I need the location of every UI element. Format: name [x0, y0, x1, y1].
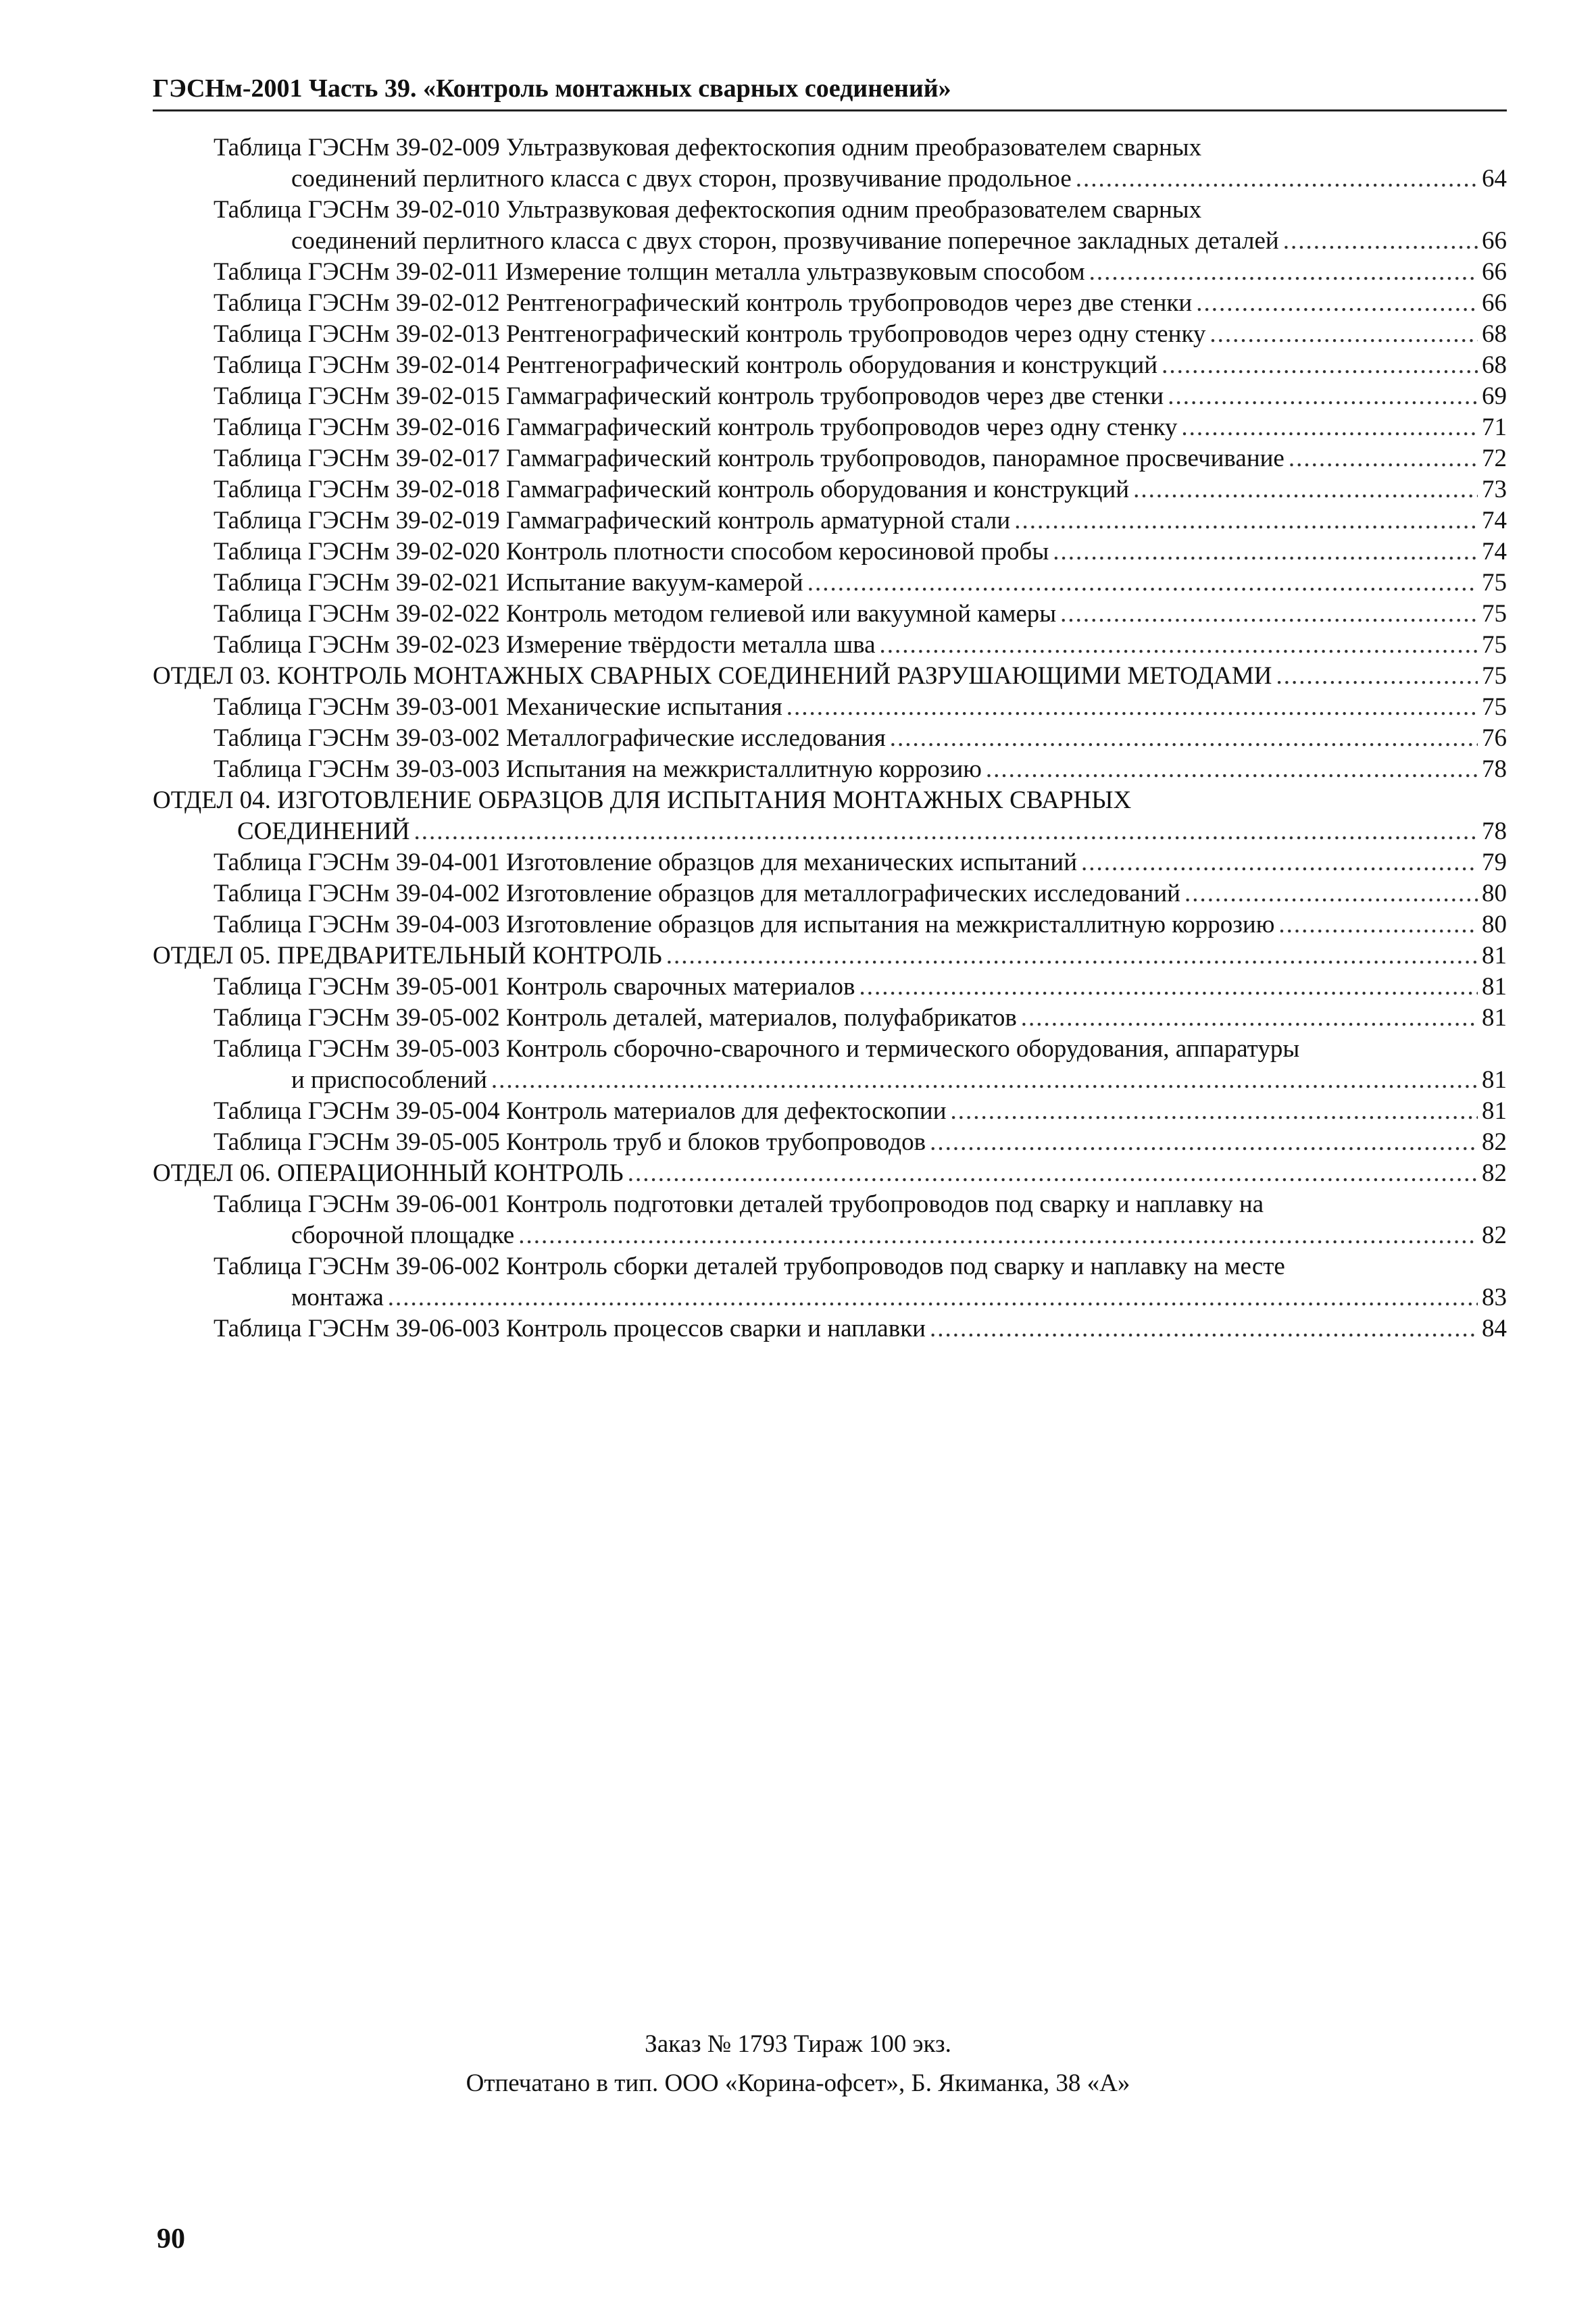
toc-entry-title: Таблица ГЭСНм 39-03-003 Испытания на межкристаллитную коррозию [214, 755, 982, 783]
running-header: ГЭСНм-2001 Часть 39. «Контроль монтажных сварных соединений» [153, 74, 951, 103]
toc-entry-title: Таблица ГЭСНм 39-05-004 Контроль материалов для дефектоскопии [214, 1097, 947, 1125]
toc-table-entry [153, 195, 1507, 257]
toc-entry-title-line: ОТДЕЛ 04. ИЗГОТОВЛЕНИЕ ОБРАЗЦОВ ДЛЯ ИСПЫТАНИЯ МОНТАЖНЫХ СВАРНЫХ [153, 786, 1132, 814]
toc-page-number: 84 [1482, 1315, 1507, 1342]
toc-entry-title-line: Таблица ГЭСНм 39-06-001 Контроль подготовки деталей трубопроводов под сварку и наплавку на [214, 1190, 1264, 1218]
toc-entry-title: Таблица ГЭСНм 39-03-001 Механические испытания [214, 693, 782, 721]
toc-entry-title-line: Таблица ГЭСНм 39-02-010 Ультразвуковая дефектоскопия одним преобразователем сварных [214, 196, 1202, 224]
dot-leader [1283, 226, 1478, 257]
toc-table-entry [153, 1251, 1507, 1313]
toc-entry-title: Таблица ГЭСНм 39-04-002 Изготовление образцов для металлографических исследований [214, 880, 1180, 907]
dot-leader [1278, 909, 1478, 940]
dot-leader [1133, 474, 1478, 505]
dot-leader [1276, 661, 1478, 692]
toc-page-number: 75 [1482, 631, 1507, 659]
toc-table-entry [153, 1096, 1507, 1127]
toc-entry-title: Таблица ГЭСНм 39-02-016 Гаммаграфический контроль трубопроводов через одну стенку [214, 413, 1178, 441]
toc-page-number: 81 [1482, 1004, 1507, 1032]
dot-leader [930, 1313, 1478, 1344]
toc-page-number: 83 [1482, 1284, 1507, 1311]
dot-leader [859, 972, 1478, 1003]
dot-leader [518, 1220, 1478, 1251]
toc-section-entry [153, 1158, 1507, 1189]
dot-leader [1021, 1003, 1478, 1034]
toc-page-number: 74 [1482, 538, 1507, 565]
toc-entry-title: ОТДЕЛ 06. ОПЕРАЦИОННЫЙ КОНТРОЛЬ [153, 1159, 624, 1187]
toc-table-entry [153, 878, 1507, 909]
toc-page-number: 75 [1482, 693, 1507, 721]
dot-leader [1168, 381, 1478, 412]
toc-table-entry [153, 288, 1507, 319]
dot-leader [1162, 350, 1478, 381]
toc-entry-title: Таблица ГЭСНм 39-02-011 Измерение толщин металла ультразвуковым способом [214, 258, 1085, 286]
toc-page-number: 75 [1482, 662, 1507, 690]
toc-entry-title: Таблица ГЭСНм 39-02-014 Рентгенографический контроль оборудования и конструкций [214, 351, 1158, 379]
toc-page-number: 78 [1482, 755, 1507, 783]
toc-table-entry [153, 972, 1507, 1003]
dot-leader [1184, 878, 1478, 909]
toc-page-number: 82 [1482, 1222, 1507, 1249]
toc-entry-title: Таблица ГЭСНм 39-02-018 Гаммаграфический контроль оборудования и конструкций [214, 476, 1130, 503]
toc-page-number: 82 [1482, 1128, 1507, 1156]
toc-table-entry [153, 443, 1507, 474]
toc-table-entry [153, 1127, 1507, 1158]
toc-table-entry [153, 257, 1507, 288]
toc-entry-title: сборочной площадке [291, 1222, 515, 1249]
toc-table-entry [153, 630, 1507, 661]
toc-entry-title: Таблица ГЭСНм 39-04-003 Изготовление образцов для испытания на межкристаллитную коррозию [214, 911, 1275, 938]
toc-page-number: 81 [1482, 1097, 1507, 1125]
toc-entry-title: соединений перлитного класса с двух сторон, прозвучивание продольное [291, 165, 1072, 193]
page-number: 90 [157, 2223, 185, 2255]
dot-leader [930, 1127, 1478, 1158]
dot-leader [388, 1282, 1478, 1313]
toc-page-number: 78 [1482, 818, 1507, 845]
toc-page-number: 71 [1482, 413, 1507, 441]
printer-line: Отпечатано в тип. ООО «Корина-офсет», Б. Якиманка, 38 «А» [466, 2069, 1130, 2097]
toc-page-number: 64 [1482, 165, 1507, 193]
toc-entry-title: Таблица ГЭСНм 39-05-001 Контроль сварочных материалов [214, 973, 855, 1001]
toc-table-entry [153, 474, 1507, 505]
dot-leader [1089, 257, 1478, 288]
toc-entry-title: и приспособлений [291, 1066, 487, 1094]
toc-table-entry [153, 909, 1507, 940]
toc-page-number: 80 [1482, 911, 1507, 938]
dot-leader [890, 723, 1478, 754]
toc-table-entry [153, 847, 1507, 878]
toc-section-entry [153, 661, 1507, 692]
dot-leader [787, 692, 1478, 723]
dot-leader [491, 1065, 1478, 1096]
toc-page-number: 66 [1482, 289, 1507, 317]
toc-table-entry [153, 319, 1507, 350]
toc-entry-title: Таблица ГЭСНм 39-02-021 Испытание вакуум-камерой [214, 569, 803, 597]
toc-table-entry [153, 1189, 1507, 1251]
toc-page-number: 80 [1482, 880, 1507, 907]
toc-table-entry [153, 381, 1507, 412]
dot-leader [1060, 599, 1478, 630]
toc-page-number: 73 [1482, 476, 1507, 503]
dot-leader [1014, 505, 1478, 536]
dot-leader [1181, 412, 1478, 443]
header-rule [153, 109, 1507, 111]
toc-entry-title: ОТДЕЛ 05. ПРЕДВАРИТЕЛЬНЫЙ КОНТРОЛЬ [153, 942, 662, 970]
toc-entry-title: Таблица ГЭСНм 39-02-017 Гаммаграфический контроль трубопроводов, панорамное просвечивание [214, 445, 1285, 472]
table-of-contents [153, 132, 1507, 1344]
dot-leader [414, 816, 1478, 847]
print-order-line: Заказ № 1793 Тираж 100 экз. [645, 2030, 951, 2058]
toc-page-number: 72 [1482, 445, 1507, 472]
dot-leader [628, 1158, 1478, 1189]
toc-table-entry [153, 692, 1507, 723]
dot-leader [1076, 164, 1478, 195]
toc-page-number: 68 [1482, 351, 1507, 379]
toc-table-entry [153, 536, 1507, 568]
toc-table-entry [153, 568, 1507, 599]
dot-leader [666, 940, 1478, 972]
toc-entry-title: Таблица ГЭСНм 39-06-003 Контроль процессов сварки и наплавки [214, 1315, 926, 1342]
toc-page-number: 75 [1482, 569, 1507, 597]
toc-entry-title: Таблица ГЭСНм 39-02-012 Рентгенографический контроль трубопроводов через две стенки [214, 289, 1193, 317]
dot-leader [1289, 443, 1478, 474]
toc-table-entry [153, 1313, 1507, 1344]
toc-page-number: 66 [1482, 227, 1507, 255]
toc-page-number: 68 [1482, 320, 1507, 348]
toc-page-number: 74 [1482, 507, 1507, 534]
dot-leader [880, 630, 1478, 661]
toc-entry-title: Таблица ГЭСНм 39-02-019 Гаммаграфический контроль арматурной стали [214, 507, 1011, 534]
toc-table-entry [153, 505, 1507, 536]
toc-page-number: 76 [1482, 724, 1507, 752]
toc-section-entry [153, 785, 1507, 847]
toc-entry-title: Таблица ГЭСНм 39-04-001 Изготовление образцов для механических испытаний [214, 849, 1077, 876]
toc-entry-title: ОТДЕЛ 03. КОНТРОЛЬ МОНТАЖНЫХ СВАРНЫХ СОЕДИНЕНИЙ РАЗРУШАЮЩИМИ МЕТОДАМИ [153, 662, 1272, 690]
toc-entry-title-line: Таблица ГЭСНм 39-06-002 Контроль сборки деталей трубопроводов под сварку и наплавку на месте [214, 1253, 1285, 1280]
toc-entry-title: соединений перлитного класса с двух сторон, прозвучивание поперечное закладных деталей [291, 227, 1279, 255]
toc-entry-title: Таблица ГЭСНм 39-02-015 Гаммаграфический контроль трубопроводов через две стенки [214, 382, 1164, 410]
toc-entry-title: Таблица ГЭСНм 39-03-002 Металлографические исследования [214, 724, 886, 752]
toc-entry-title: Таблица ГЭСНм 39-02-023 Измерение твёрдости металла шва [214, 631, 876, 659]
toc-page-number: 82 [1482, 1159, 1507, 1187]
toc-page-number: 81 [1482, 942, 1507, 970]
dot-leader [986, 754, 1478, 785]
dot-leader [1210, 319, 1478, 350]
toc-page-number: 79 [1482, 849, 1507, 876]
toc-table-entry [153, 754, 1507, 785]
dot-leader [807, 568, 1478, 599]
toc-table-entry [153, 412, 1507, 443]
toc-entry-title-line: Таблица ГЭСНм 39-05-003 Контроль сборочно-сварочного и термического оборудования, аппаратуры [214, 1035, 1300, 1063]
toc-table-entry [153, 1034, 1507, 1096]
toc-entry-title: Таблица ГЭСНм 39-05-002 Контроль деталей, материалов, полуфабрикатов [214, 1004, 1017, 1032]
toc-table-entry [153, 723, 1507, 754]
toc-page-number: 69 [1482, 382, 1507, 410]
dot-leader [1196, 288, 1478, 319]
toc-table-entry [153, 132, 1507, 195]
toc-table-entry [153, 599, 1507, 630]
toc-entry-title: Таблица ГЭСНм 39-02-020 Контроль плотности способом керосиновой пробы [214, 538, 1049, 565]
dot-leader [1081, 847, 1478, 878]
toc-entry-title: Таблица ГЭСНм 39-05-005 Контроль труб и блоков трубопроводов [214, 1128, 926, 1156]
toc-page-number: 81 [1482, 1066, 1507, 1094]
dot-leader [1053, 536, 1478, 568]
toc-entry-title: монтажа [291, 1284, 384, 1311]
toc-entry-title-line: Таблица ГЭСНм 39-02-009 Ультразвуковая дефектоскопия одним преобразователем сварных [214, 134, 1202, 161]
toc-page-number: 81 [1482, 973, 1507, 1001]
toc-page-number: 66 [1482, 258, 1507, 286]
toc-entry-title: СОЕДИНЕНИЙ [237, 818, 410, 845]
toc-entry-title: Таблица ГЭСНм 39-02-013 Рентгенографический контроль трубопроводов через одну стенку [214, 320, 1206, 348]
toc-table-entry [153, 1003, 1507, 1034]
toc-table-entry [153, 350, 1507, 381]
toc-page-number: 75 [1482, 600, 1507, 628]
toc-section-entry [153, 940, 1507, 972]
dot-leader [951, 1096, 1478, 1127]
toc-entry-title: Таблица ГЭСНм 39-02-022 Контроль методом гелиевой или вакуумной камеры [214, 600, 1057, 628]
